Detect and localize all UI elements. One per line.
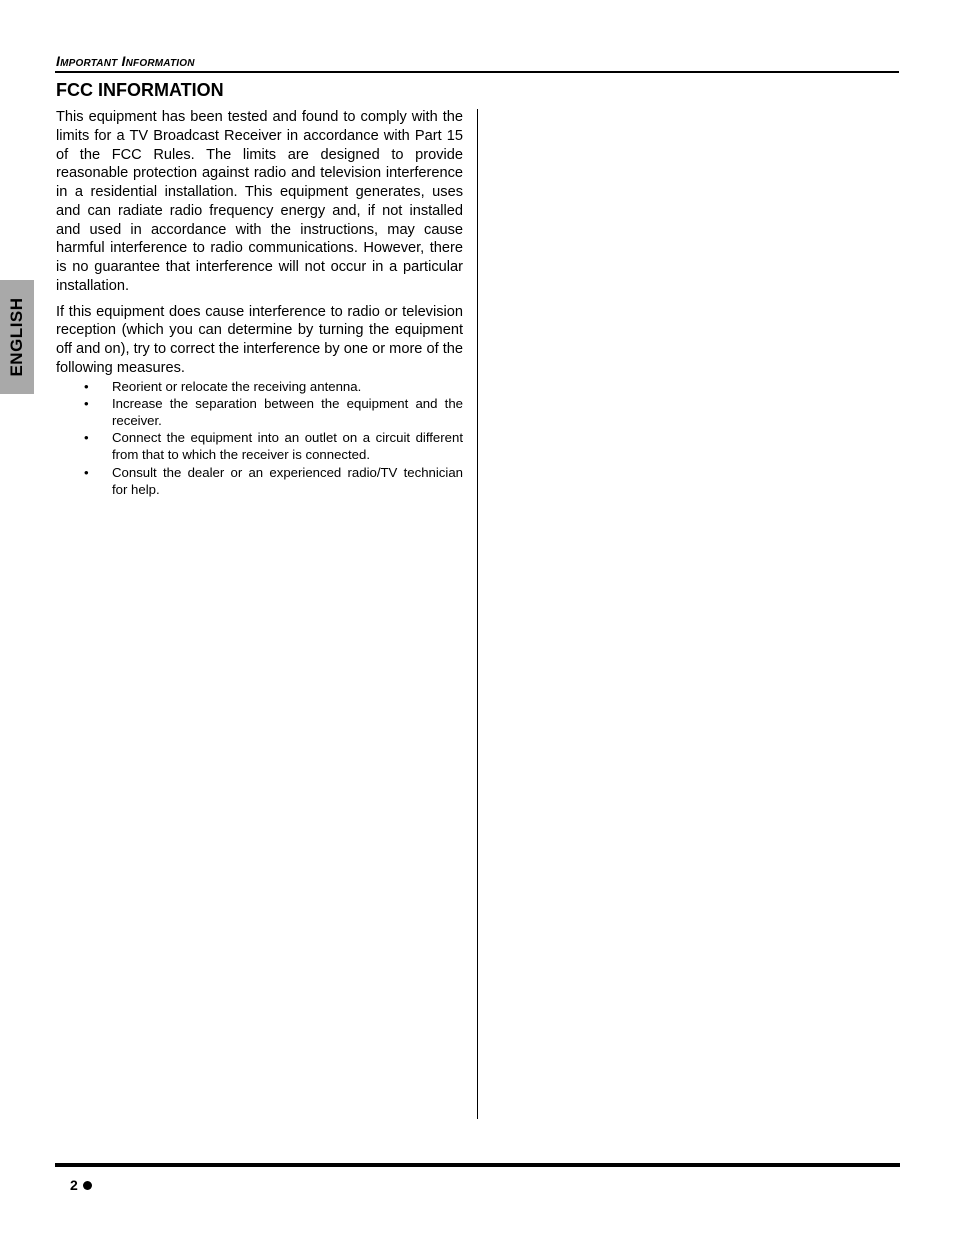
list-item [56,378,463,395]
circle-bullet-icon [83,1181,92,1190]
running-header: Important Information [56,53,195,69]
list-item-text: Consult the dealer or an experienced radio/TV technician for help. [112,464,463,497]
bullet-icon: • [84,430,89,446]
bullet-icon: • [84,395,89,411]
list-item [56,464,463,498]
section-title: FCC INFORMATION [56,80,224,100]
column-divider [477,109,478,1119]
bullet-icon: • [84,378,89,394]
list-item-text: Reorient or relocate the receiving antenna. [112,378,362,394]
header-rule [55,71,899,73]
paragraph: If this equipment does cause interference to radio or television reception (which you can determine by turning the equipment off and on), try to correct the interference by one or more of the following measures. [56,303,463,376]
page-number-value: 2 [70,1177,78,1193]
measures-list [56,378,463,498]
list-item-text: Connect the equipment into an outlet on a circuit different from that to which the receiver is connected. [112,430,463,463]
list-item-text: Increase the separation between the equipment and the receiver. [112,395,463,428]
language-tab-label: ENGLISH [7,297,26,377]
list-item [56,395,463,429]
footer-rule [55,1163,900,1167]
list-item [56,429,463,463]
language-tab [0,280,34,394]
left-column [56,108,463,498]
bullet-icon: • [84,464,89,480]
paragraph: This equipment has been tested and found to comply with the limits for a TV Broadcast Receiver in accordance with Part 15 of the FCC Rules. The limits are designed to provide reasonable protection against radio and television interference in a residential installation. This equipment generates, uses and can radiate radio frequency energy and, if not installed and used in accordance with the instructions, may cause harmful interference to radio communications. However, there is no guarantee that interference will not occur in a particular installation. [56,109,463,294]
page-number [70,1176,92,1194]
